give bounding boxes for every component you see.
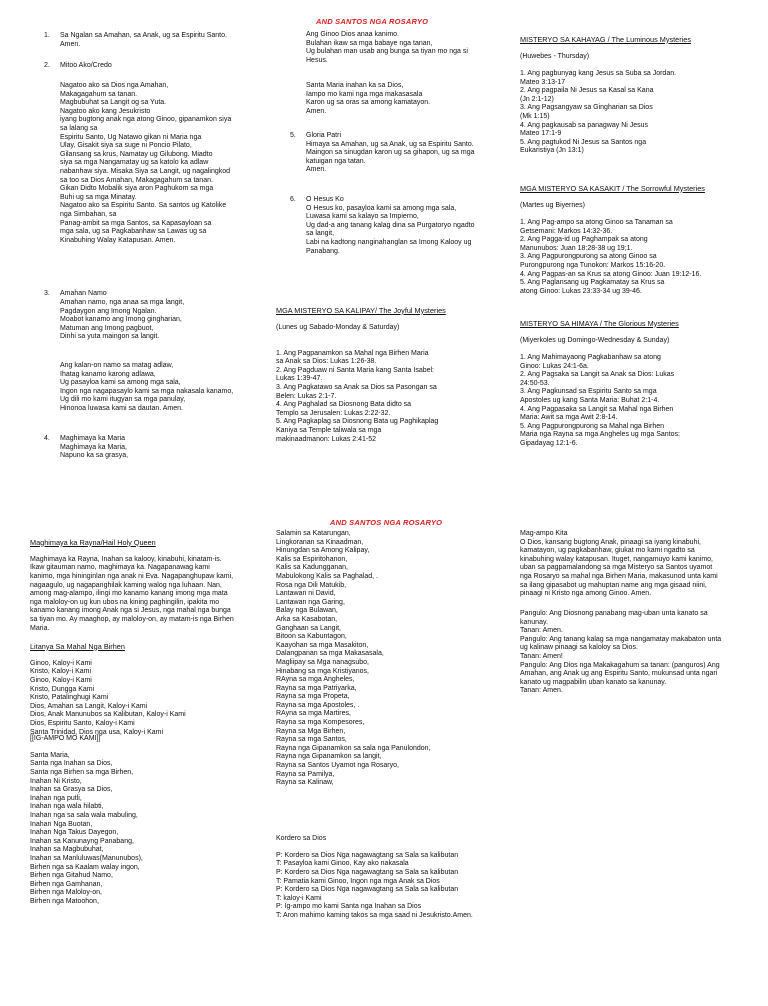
- glorious-days: (Miyerkoles ug Domingo-Wednesday & Sunday): [520, 336, 670, 344]
- luminous-heading: MISTERYO SA KAHAYAG / The Luminous Mysteries: [520, 34, 691, 44]
- pray-for-us-heading: [[IG-AMPO MO KAMI]]: [30, 734, 101, 742]
- joyful-mysteries: [276, 298, 506, 453]
- joyful-heading: MGA MISTERYO SA KALIPAY/ The Joyful Mysteries: [276, 305, 446, 315]
- lamb-of-god: [276, 826, 516, 929]
- credo-text: Nagatoo ako sa Dios nga Amahan, Makagagahum sa tanan. Magbubuhat sa Langit og sa Yuta. Nagatoo ako kang Jesukristo iyang bugtong anak nga atong Ginoo, gipanamkon siya sa lalang sa Espiritu Santo, Ug Natawo gikan ni Maria nga Ulay, Gisakit siya sa suge ni Poncio Pilato, Gilansang sa krus, Namatay ug Gilubong. Miadto siya sa mga Nangamatay ug sa katolo ka adlaw nabanhaw siya. Misaka Siya sa Langit, ug nagalingkod sa too sa Dios Amahan, Makagagahum sa tanan. Gikan Didto Mobalik siya aron Paghukom sa mga Buhi ug sa mga Minatay. Nagatoo ako sa Espiritu Santo. Sa santos ug Katolike nga Simbahan, sa Panag-ambit sa mga Santos, sa Kapasayloan sa mga sala, ug sa Pagkabanhaw sa Lawas ug sa Kinabuhing Walay Katapusan. Amen.: [60, 82, 232, 244]
- joyful-days: (Lunes ug Sabado-Monday & Saturday): [276, 323, 400, 331]
- sorrowful-days: (Martes ug Biyernes): [520, 201, 585, 209]
- gloria-patri: Gloria Patri Himaya sa Amahan, ug sa Anak, ug sa Espiritu Santo. Maingon sa sinugdan karon ug sa gihapon, ug sa mga katuigan nga tatan. Amen.: [306, 132, 475, 174]
- litany-titles-list: Salamin sa Katarungan, Lingkoranan sa Kinaadman, Hinungdan sa Among Kalipay, Kalis sa Espiritohanon, Kalis sa Kadungganan, Mabulokong Kalis sa Paghalad, . Rosa nga Dili Matukib, Lantawan ni David, Lantawan nga Garing, Balay nga Bulawan, Arka sa Kasabotan, Ganghaan sa Langit, Bitoon sa Kabuntagon, Kaayohan sa mga Masakiton, Dalangpanan sa mga Makasasala, Magliipay sa Mga nanagsubo, Hinabang sa mga Kristiyanos, RAyna sa mga Angheles, Rayna sa mga Patriyarka, Rayna sa mga Propeta, Rayna sa mga Apostoles, . RAyna sa mga Martires, Rayna sa mga Kompesores, Rayna sa Mga Birhen, Rayna sa mga Santos, Rayna nga Gipanamkon sa sala nga Panulondon, Rayna nga Gipanamkon sa langit, Rayna sa Santos Uyamot nga Rosaryo, Rayna sa Pamilya, Rayna sa Kalinaw,: [276, 530, 431, 787]
- glorious-heading: MISTERYO SA HIMAYA / The Glorious Mysteries: [520, 318, 679, 328]
- our-father-part2: Ang kalan-on namo sa matag adlaw, Ihatag kanamo karong adlawa, Ug pasayloa kami sa among mga sala, Ingon nga nagapasaylo kami sa mga nakasala kanamo, Ug dili mo kami itugyan sa mga panulay, Hinonoa luwasa kami sa dautan. Amen.: [60, 362, 234, 412]
- item-number-4: 4.: [44, 435, 50, 442]
- lamb-of-god-text: P: Kordero sa Dios Nga nagawagtang sa Sala sa kalibutan T: Pasayloa kami Ginoo, Kay ako nakasala P: Kordero sa Dios Nga nagawagtang sa Sala sa kalibutan T: Pamatia kami Ginoo, Ingon nga mga Anak sa Dios P: Kordero sa Dios Nga nagawagtang sa Sala sa kalibutan T: kaloy-i Kami P: Ig-ampo mo kami Santa nga Inahan sa Dios T: Aron mahimo kaming takos sa mga saad ni Jesukristo.Amen.: [276, 851, 473, 919]
- sorrowful-heading: MGA MISTERYO SA KASAKIT / The Sorrowful Mysteries: [520, 183, 705, 193]
- lamb-of-god-heading: Kordero sa Dios: [276, 834, 327, 842]
- item-number-6: 6.: [290, 196, 296, 203]
- luminous-list: 1. Ang pagbunyag kang Jesus sa Suba sa Jordan. Mateo 3:13-17 2. Ang pagpaila Ni Jesus sa Kasal sa Kana (Jn 2:1-12) 3. Ang Pagsangyaw sa Gingharian sa Dios (Mk 1:15) 4. Ang pagkausab sa panagway Ni Jesus Mateo 17:1-9 5. Ang pagtukod Ni Jesus sa Santos nga Eukaristiya (Jn 13:1): [520, 69, 677, 155]
- luminous-mysteries: [520, 27, 750, 165]
- sorrowful-mysteries: [520, 176, 750, 305]
- our-father-title: Amahan Namo: [60, 290, 107, 297]
- credo-title: Mitoo Ako/Credo: [60, 62, 112, 69]
- litany-heading: Litanya Sa Mahal Nga Birhen: [30, 641, 125, 651]
- litany-list: Ginoo, Kaloy-i Kami Kristo, Kaloy-i Kami Ginoo, Kaloy-i Kami Kristo, Dungga Kami Kristo, Patalinghugi Kami Dios, Amahan sa Langit, Kaloy-i Kami Dios, Anak Manunubos sa Kalibutan, Kaloy-i Kami Dios, Espiritu Santo, Kaloy-i Kami Santa Trinidad, Dios nga usa, Kaloy-i Kami: [30, 659, 186, 736]
- item-number-2: 2.: [44, 62, 50, 69]
- pray-for-us: [30, 726, 270, 915]
- lets-pray-prayer: Mag-ampo Kita O Dios, kansang bugtong Anak, pinaagi sa iyang kinabuhi, kamatayon, ug pagkabanhaw, giukat mo kami ngadto sa kinabuhing walay katapusan. Ituget, nangamuyo kami kanimo, uban sa pagpamalandong sa mga Misteryo sa Santos uyamot nga Rosaryo sa mahal nga Birhen Maria, makasunod unta kami sa ilang gipasabot ug mahuptan name ang mga gisaad niini, pinaagi ni Kristo nga among Ginoo. Amen.: [520, 530, 718, 598]
- glorious-mysteries: [520, 311, 750, 457]
- holy-mary-text: Santa Maria inahan ka sa Dios, Iampo mo kami nga mga makasasala Karon ug sa oras sa among kamatayon. Amen.: [306, 82, 431, 115]
- o-hesus-ko: O Hesus Ko O Hesus ko, pasayloa kami sa among mga sala, Luwasa kami sa kalayo sa Impierno, Ug dad-a ang tanang kalag dina sa Purgatoryo ngadto sa langit, Labi na kadtong nanginahanglan sa Imong Kalooy ug Panabang.: [306, 196, 475, 255]
- hail-holy-queen-heading: Maghimaya ka Rayna/Hail Holy Queen: [30, 537, 156, 547]
- closing-responses: Pangulo: Ang Diosnong panabang mag-uban unta kanato sa kanunay. Tanan: Amen. Pangulo: Ang tanang kalag sa mga nangamatay makabaton unta ug kalinaw pinaagi sa kaloloy sa Dios. Tanan: Amen! Pangulo: Ang Dios nga Makakagahum sa tanan: (panguros) Ang Amahan, ang Anak ug ang Espiritu Santo, mukunsad unta ngari kanato ug magpabilin uban kanato sa kanunay. Tanan: Amen.: [520, 610, 722, 695]
- item-number-1: 1.: [44, 32, 50, 39]
- header-title-bottom: AND SANTOS NGA ROSARYO: [330, 518, 443, 527]
- hail-holy-queen-text: Maghimaya ka Rayna, Inahan sa kalooy, kinabuhi, kinatam-is. Ikaw gitauman namo, maghimaya ka. Nagapanawag kami kanimo, mga hininginlan nga anak ni Eva. Nagapanghupaw kami, nagaagulo, ug nagapanghilak kaming walog nga luhaan. Nan, among mag-alampo, ilingi mo kanamo kanang imong mga mata nga maloloy-on ug kun ubos na kining paghingilin, ipakita mo kanamo kanang imong Anak nga si Jesus, nga mahal nga bunga sa tiyan mo. Ay maaghop, ay maloloy-on, ay matam-is nga Birhen Maria.: [30, 555, 234, 632]
- header-title-top: AND SANTOS NGA ROSARYO: [316, 17, 429, 26]
- sorrowful-list: 1. Ang Pag-ampo sa atong Ginoo sa Tanaman sa Getsemani: Markos 14:32-36. 2. Ang Pagga-id ug Paghampak sa atong Manunubos: Juan 18:28-38 ug 19;1. 3. Ang Pagpurongpurong sa atong Ginoo sa Purongpurong nga Tunokon: Markos 15:16-20. 4. Ang Pagpas-an sa Krus sa atong Ginoo: Juan 19:12-16. 5. Ang Paglansang ug Pagkamatay sa Krus sa atong Ginoo: Lukas 23:33-34 ug 39-46.: [520, 218, 702, 295]
- joyful-list: 1. Ang Pagpanamkon sa Mahal nga Birhen Maria sa Anak sa Dios: Lukas 1:26-38. 2. Ang Pagduaw ni Santa Maria kang Santa Isabel: Lukas 1:39-47. 3. Ang Pagkatawo sa Anak sa Dios sa Pasongan sa Belen: Lukas 2:1-7. 4. Ang Paghalad sa Diosnong Bata didto sa Templo sa Jerusalen: Lukas 2:22-32. 5. Ang Pagkaplag sa Diosnong Bata ug Paghikaplag Kaniya sa Temple taliwala sa mga makinaadmanon: Lukas 2:41-52: [276, 349, 439, 443]
- our-father-part1: Amahan namo, nga anaa sa mga langit, Pagdaygon ang Imong Ngalan. Moabot kanamo ang Imong gingharian, Matuman ang Imong pagbuot, Dinhi sa yuta maingon sa langit.: [60, 299, 185, 341]
- luminous-days: (Huwebes - Thursday): [520, 52, 590, 60]
- sign-of-cross: Sa Ngalan sa Amahan, sa Anak, ug sa Espiritu Santo. Amen.: [60, 32, 227, 48]
- pray-for-us-list: Santa Maria, Santa nga Inahan sa Dios, Santa nga Birhen sa mga Birhen, Inahan Ni Kristo, Inahan sa Grasya sa Dios, Inahan nga putli, Inahan nga wala hilabti, Inahan nga sa sala wala mabuling, Inahan Nga Buotan, Inahan Nga Takus Dayegon, Inahan sa Kanunayng Panabang, Inahan sa Magbubuhat, Inahan sa Manluluwas(Manunubos), Birhen nga sa Kaalam walay ingon, Birhen nga Gitahud Namo, Birhen nga Gamhanan, Birhen nga Maloloy-on, Birhen nga Matoohon,: [30, 751, 143, 905]
- glorious-list: 1. Ang Mahimayaong Pagkabanhaw sa atong Ginoo: Lukas 24:1-6a. 2. Ang Pagsaka sa Langit sa Anak sa Dios: Lukas 24:50-53. 3. Ang Pagkunsad sa Espiritu Santo sa mga Apostoles ug kang Santa Maria: Buhat 2:1-4. 4. Ang Pagpasaka sa Langit sa Mahal nga Birhen Maria: Awit sa mga Awit 2:8-14. 5. Ang Pagpurongpurong sa Mahal nga Birhen Maria nga Rayna sa mga Angheles ug mga Santos: Gipadayag 12:1-6.: [520, 353, 680, 447]
- item-number-5: 5.: [290, 132, 296, 139]
- hail-holy-queen: [30, 530, 270, 642]
- hail-mary-continued: Ang Ginoo Dios anaa kanimo. Bulahan ikaw sa mga babaye nga tanan, Ug bulahan man usab ang bunga sa tiyan mo nga si Hesus.: [306, 31, 468, 64]
- item-number-3: 3.: [44, 290, 50, 297]
- hail-mary-start: Maghimaya ka Maria Maghimaya ka Maria, Napuno ka sa grasya,: [60, 435, 129, 460]
